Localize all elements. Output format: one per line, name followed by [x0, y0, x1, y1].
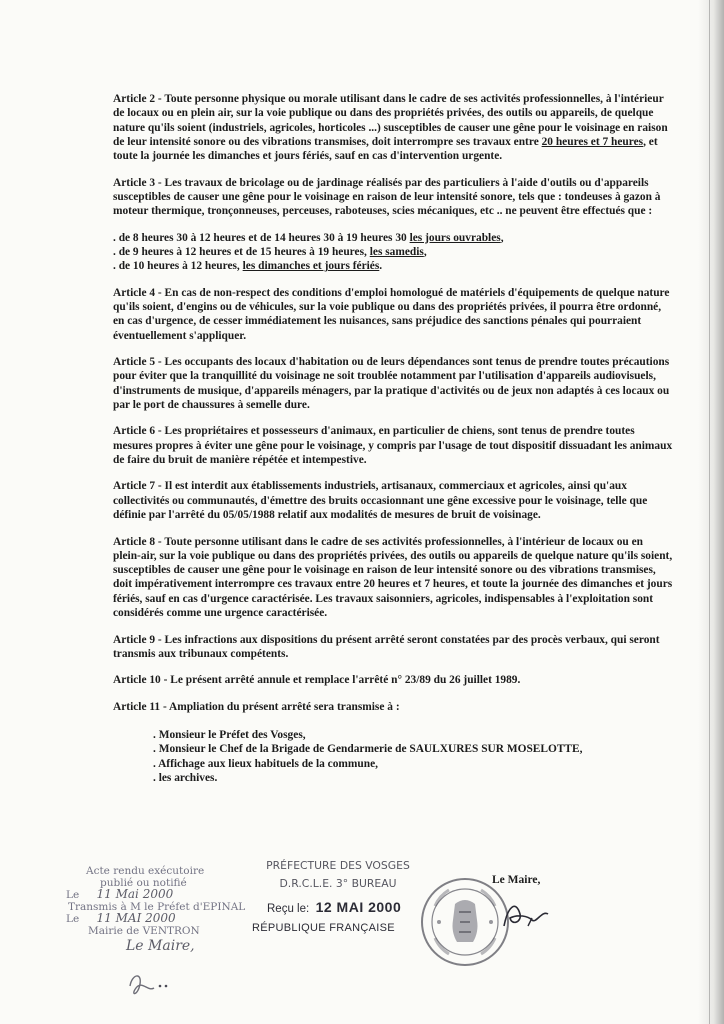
republique-francaise: RÉPUBLIQUE FRANÇAISE	[252, 922, 395, 934]
article-10: Article 10 - Le présent arrêté annule et remplace l'arrêté n° 23/89 du 26 juillet 1989.	[113, 674, 521, 687]
page-edge-line	[709, 0, 710, 1024]
article-6: Article 6 - Les propriétaires et possesseurs d'animaux, en particulier de chiens, sont tenus de prendre toutes mesures propres à éviter une gêne pour le voisinage, y compris par l'usage de tout dispositif dissuadant les animaux de faire du bruit de manière répétée et intempestive.	[113, 425, 673, 466]
recipient-prefet: . Monsieur le Préfet des Vosges,	[153, 729, 306, 742]
article-3: Article 3 - Les travaux de bricolage ou de jardinage réalisés par des particuliers à l'aide d'outils ou d'appareils susceptibles de causer une gêne pour le voisinage en raison de leur intensité sonore, tels que : tondeuses à gazon à moteur thermique, tronçonneuses, perceuses, raboteuses, scies mécaniques, etc .. ne peuvent être effectués que :	[113, 176, 661, 218]
schedule-line-sundays: . de 10 heures à 12 heures, les dimanches et jours fériés.	[113, 260, 383, 273]
article-8: Article 8 - Toute personne utilisant dans le cadre de ses activités professionnelles, à l'intérieur de locaux ou en plein-air, sur la voie publique ou dans des propriétés privées, des outils ou appareils de quelque nature qu'ils soient, susceptibles de causer une gêne pour le voisinage en raison de leur intensité sonore ou des vibrations transmises, doit impérativement interrompre ces travaux entre 20 heures et 7 heures, et toute la journée des dimanches et jours fériés, sauf en cas d'urgence caractérisée. Les travaux saisonniers, agricoles, indispensables à l'exploitation sont considérés comme une urgence caractérisée.	[113, 535, 673, 620]
mayor-label: Le Maire,	[492, 874, 541, 886]
article-2: Article 2 - Toute personne physique ou morale utilisant dans le cadre de ses activités professionnelles, à l'intérieur de locaux ou en plein air, sur la voie publique ou dans des propriétés privées, des outils ou appareils, de quelque nature qu'ils soient (industriels, agricoles, horticoles ...) susceptibles de causer une gêne pour le voisinage en raison de leur intensité sonore ou des vibrations transmises, doit interrompre ses travaux entre 20 heures et 7 heures, et toute la journée les dimanches et jours fériés, sauf en cas d'intervention urgente.	[113, 93, 668, 163]
received-date: Reçu le: 12 MAI 2000	[267, 899, 402, 915]
mayor-signature-icon	[498, 896, 558, 936]
executory-stamp: Acte rendu exécutoire publié ou notifié Le 11 Mai 2000 Transmis à M le Préfet d'EPINAL Le 11 MAI 2000 Mairie de VENTRON Le Maire,	[66, 865, 246, 954]
schedule-line-weekdays: . de 8 heures 30 à 12 heures et de 14 heures 30 à 19 heures 30 les jours ouvrables,	[113, 231, 504, 244]
clerk-signature-icon	[126, 966, 186, 1002]
schedule-list	[113, 231, 673, 274]
recipient-gendarmerie: . Monsieur le Chef de la Brigade de Gendarmerie de SAULXURES SUR MOSELOTTE,	[153, 743, 583, 756]
prefecture-stamp: PRÉFECTURE DES VOSGES D.R.C.L.E. 3° BUREAU	[266, 859, 410, 890]
article-11: Article 11 - Ampliation du présent arrêté sera transmise à :	[113, 700, 400, 713]
article-4: Article 4 - En cas de non-respect des conditions d'emploi homologué de matériels d'équipements de quelque nature qu'ils soient, d'engins ou de véhicules, sur la voie publique ou dans des propriétés privées, il pourra être ordonné, en cas d'urgence, de cesser immédiatement les nuisances, sans préjudice des sanctions pénales qui pourraient éventuellement s'appliquer.	[113, 286, 670, 342]
article-9: Article 9 - Les infractions aux dispositions du présent arrêté seront constatées par des procès verbaux, qui seront transmis aux tribunaux compétents.	[113, 633, 660, 660]
article-7: Article 7 - Il est interdit aux établissements industriels, artisanaux, commerciaux et agricoles, ainsi qu'aux collectivités ou communautés, d'émettre des bruits occasionnant une gêne excessive pour le voisinage, telle que définie par l'arrêté du 05/05/1988 relatif aux modalités de mesures de bruit de voisinage.	[113, 480, 648, 522]
schedule-line-saturdays: . de 9 heures à 12 heures et de 15 heures à 19 heures, les samedis,	[113, 246, 427, 259]
page-edge-shadow	[698, 0, 724, 1024]
recipient-list	[153, 728, 673, 785]
decree-body	[113, 92, 673, 785]
article-5: Article 5 - Les occupants des locaux d'habitation ou de leurs dépendances sont tenus de prendre toutes précautions pour éviter que la tranquillité du voisinage ne soit troublée notamment par l'utilisation d'appareils audiovisuels, d'instruments de musique, d'appareils ménagers, par la pratique d'activités ou de jeux non adaptés à ces locaux ou par le port de chaussures à semelle dure.	[113, 356, 670, 411]
recipient-archives: . les archives.	[153, 771, 218, 784]
recipient-affichage: . Affichage aux lieux habituels de la commune,	[153, 757, 378, 770]
